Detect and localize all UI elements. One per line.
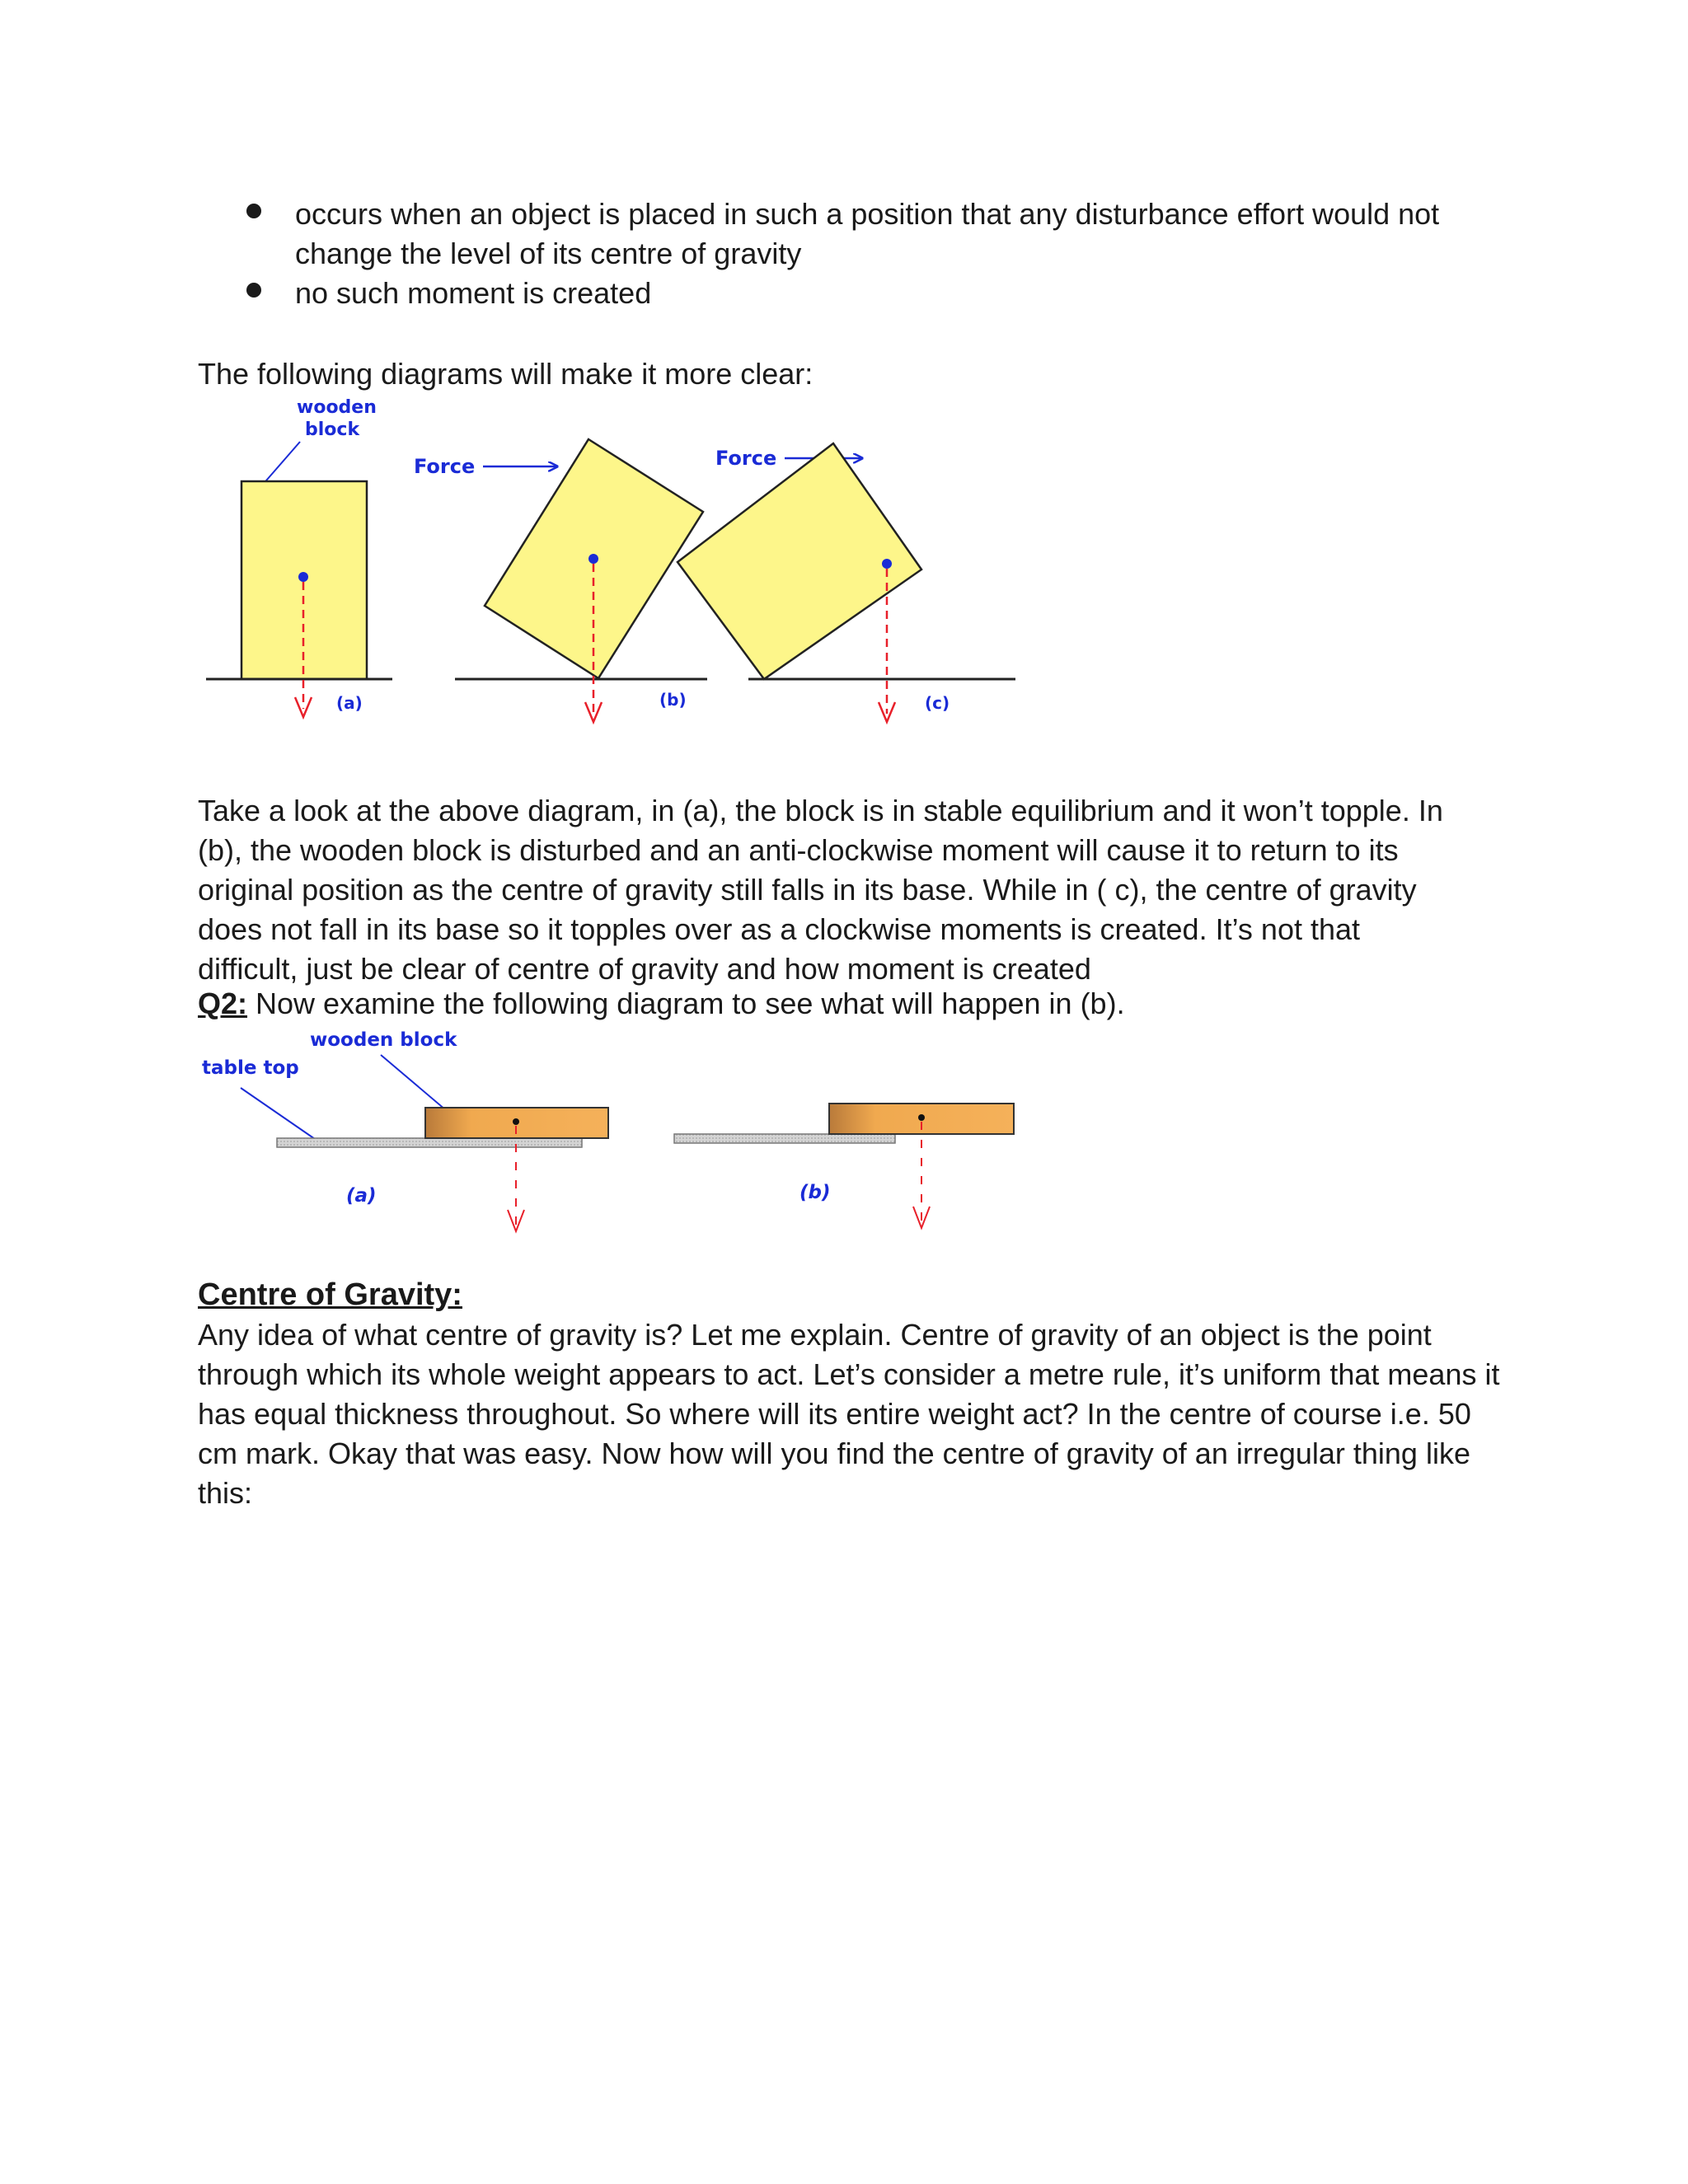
centre-of-gravity-dot: [918, 1114, 925, 1121]
block-label-line2: block: [305, 419, 360, 440]
label-a: (a): [336, 693, 363, 713]
question-label: Q2:: [198, 987, 248, 1020]
centre-of-gravity-dot: [882, 559, 892, 569]
bullet-dot-icon: [246, 204, 261, 218]
force-label-b: Force: [414, 455, 476, 478]
centre-of-gravity-dot: [588, 554, 598, 564]
scenario-a: [202, 1029, 608, 1231]
centre-of-gravity-paragraph: Any idea of what centre of gravity is? Let me explain. Centre of gravity of an object is the point through which its whole weight appears to act. Let’s consider a metre rule, it’s uniform that means it has equal thickness throughout. So where will its entire weight act? In the centre of course i.e. 50 cm mark. Okay that was easy. Now how will you find the centre of gravity of an irregular thing like this:: [198, 1318, 1500, 1510]
bullet-item: [239, 274, 1492, 313]
question-2: [198, 984, 1125, 1024]
scenario-b: [674, 1104, 1014, 1228]
bullet-item: [239, 194, 1492, 274]
block-c: [678, 443, 1015, 722]
bullet-list: [239, 194, 1492, 313]
label-b: (b): [659, 690, 687, 710]
bullet-text: no such moment is created: [295, 276, 652, 310]
stability-diagram: [198, 394, 1022, 748]
section-heading: Centre of Gravity:: [198, 1277, 462, 1312]
table-label: table top: [202, 1057, 299, 1079]
bullet-dot-icon: [246, 283, 261, 298]
question-text: Now examine the following diagram to see what will happen in (b).: [247, 987, 1125, 1020]
table-top-diagram: [198, 1019, 1022, 1249]
force-label-c: Force: [715, 447, 777, 470]
centre-of-gravity-dot: [513, 1118, 519, 1125]
explanation-paragraph: Take a look at the above diagram, in (a), the block is in stable equilibrium and it won’t topple. In (b), the wooden block is disturbed and an anti-clockwise moment will cause it to return to its original position as the centre of gravity still falls in its base. While in ( c), the centre of gravity does not fall in its base so it topples over as a clockwise moments is created. It’s not that difficult, just be clear of centre of gravity and how moment is created: [198, 794, 1443, 986]
intro-text: The following diagrams will make it more clear:: [198, 357, 814, 391]
label-b: (b): [799, 1182, 831, 1203]
label-a: (a): [346, 1185, 377, 1207]
block-label-line1: wooden: [297, 397, 377, 418]
bullet-text: occurs when an object is placed in such a position that any disturbance effort would not change the level of its centre of gravity: [295, 197, 1440, 270]
label-c: (c): [925, 693, 950, 713]
block-b: [414, 439, 707, 722]
centre-of-gravity-dot: [298, 572, 308, 582]
block-a: [206, 397, 392, 717]
block-label: wooden block: [310, 1029, 457, 1051]
